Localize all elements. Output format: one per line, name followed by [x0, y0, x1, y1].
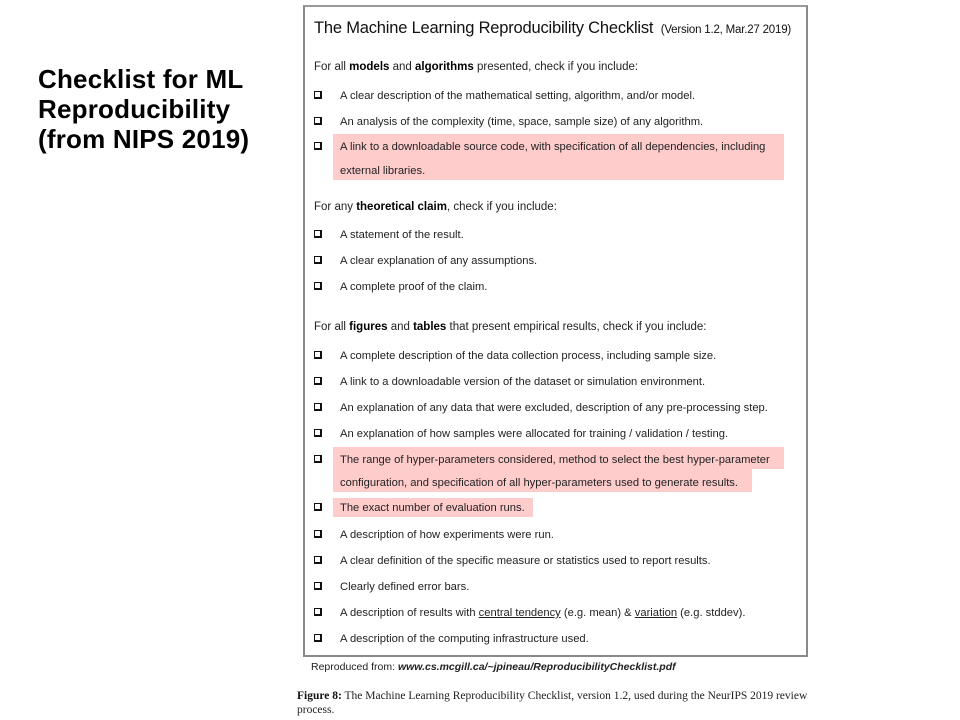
checkbox-icon[interactable]: [314, 117, 322, 125]
figure-caption: [297, 689, 817, 717]
slide-title-line: Checklist for ML: [38, 64, 244, 94]
slide-title: [38, 64, 300, 154]
checkbox-icon[interactable]: [314, 282, 322, 290]
checkbox-icon[interactable]: [314, 503, 322, 511]
section-header-theoretical: For any theoretical claim, check if you include:: [314, 201, 557, 213]
checkbox-icon[interactable]: [314, 403, 322, 411]
section-header-models: For all models and algorithms presented, check if you include:: [314, 61, 639, 73]
checkbox-icon[interactable]: [314, 530, 322, 538]
underlined-term: central tendency: [478, 607, 561, 619]
checklist-version: (Version 1.2, Mar.27 2019): [660, 24, 792, 36]
figure-label: Figure 8:: [297, 690, 342, 702]
checkbox-icon[interactable]: [314, 142, 322, 150]
checkbox-icon[interactable]: [314, 634, 322, 642]
section-header-figures-tables: For all figures and tables that present empirical results, check if you include:: [314, 321, 707, 333]
source-attribution: Reproduced from: www.cs.mcgill.ca/~jpineau/ReproducibilityChecklist.pdf: [311, 661, 676, 673]
checklist-title: [314, 19, 791, 38]
slide-title-line: (from NIPS 2019): [38, 124, 250, 154]
caption-text: The Machine Learning Reproducibility Checklist, version 1.2, used during the NeurIPS 2019 review process.: [297, 690, 808, 716]
checkbox-icon[interactable]: [314, 377, 322, 385]
checkbox-icon[interactable]: [314, 608, 322, 616]
checkbox-icon[interactable]: [314, 91, 322, 99]
source-url[interactable]: www.cs.mcgill.ca/~jpineau/ReproducibilityChecklist.pdf: [397, 661, 676, 673]
checkbox-icon[interactable]: [314, 455, 322, 463]
checkbox-icon[interactable]: [314, 351, 322, 359]
checkbox-icon[interactable]: [314, 582, 322, 590]
checklist-figure: The Machine Learning Reproducibility Checklist (Version 1.2, Mar.27 2019) For all models and algorithms presented, check if you include: A clear description of the mathematical setting, algorithm, and/or model. An analysis of the complexity (time, space, sample size) of any algorithm. A link to a downloadable source code, with specification of all dependencies, including external libraries. For any theoretical claim, check if you include: A statement of the result. A clear explanation of any assumptions. A complete proof of the claim. For all figures and tables that present empirical results, check if you include: A complete description of the data collection process, including sample size. A link to a downloadable version of the dataset or simulation environment. An explanation of any data that were excluded, description of any pre-processing step. An explanation of how samples were allocated for training / validation / testing. The range of hyper-parameters considered, method to select the best hyper-parameter configuration, and specification of all hyper-parameters used to generate results. The exact number of evaluation runs. A description of how experiments were run. A clear definition of the specific measure or statistics used to report results. Clearly defined error bars. A description of results with central tendency (e.g. mean) & variation (e.g. stddev). A description of the computing infrastructure used.: [303, 5, 808, 657]
underlined-term: variation: [634, 607, 678, 619]
checklist-title-text: The Machine Learning Reproducibility Checklist: [314, 19, 654, 37]
checkbox-icon[interactable]: [314, 256, 322, 264]
checkbox-icon[interactable]: [314, 429, 322, 437]
checkbox-icon[interactable]: [314, 230, 322, 238]
checkbox-icon[interactable]: [314, 556, 322, 564]
slide-title-line: Reproducibility: [38, 94, 231, 124]
